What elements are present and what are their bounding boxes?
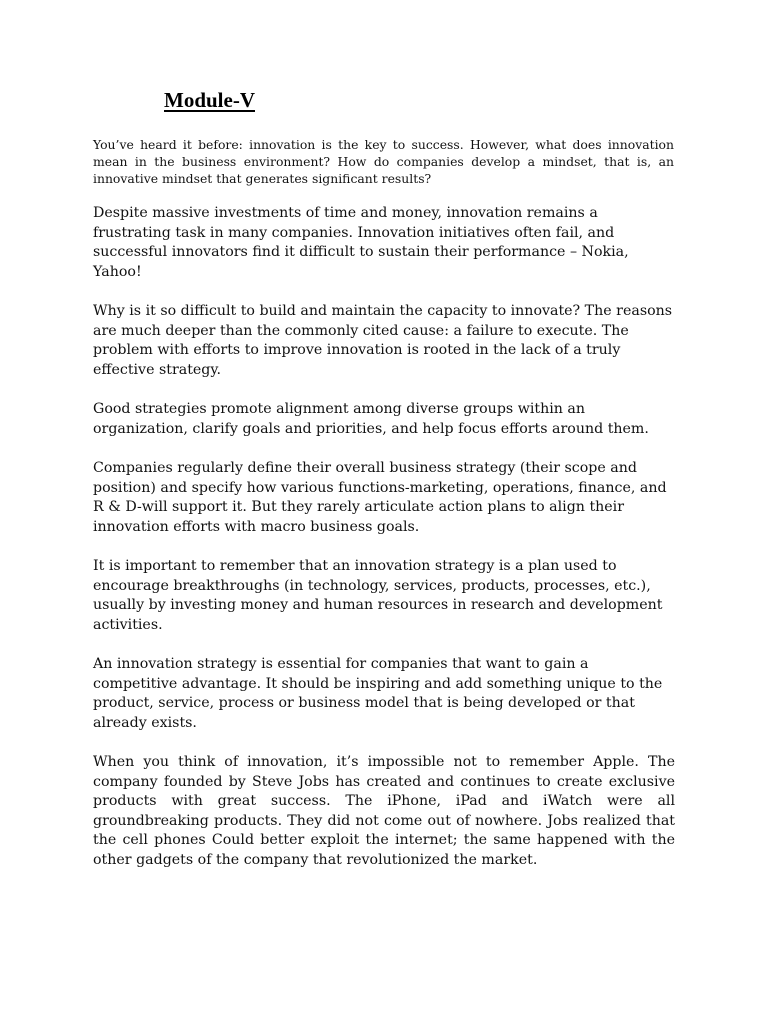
body-paragraph-2: Why is it so difficult to build and maintain the capacity to innovate? The reasons are much deeper than the commonly cited cause: a failure to execute. The problem with efforts to improve innovation is rooted in the lack of a truly effective strategy. <box>93 303 673 378</box>
body-paragraph-4: Companies regularly define their overall business strategy (their scope and position) and specify how various functions-marketing, operations, finance, and R & D-will support it. But they rarely articulate action plans to align their innovation efforts with macro business goals. <box>93 460 667 535</box>
page-title: Module-V <box>164 88 255 112</box>
document-body <box>93 204 675 890</box>
body-paragraph-7: When you think of innovation, it’s impossible not to remember Apple. The company founded by Steve Jobs has created and continues to create exclusive products with great success. The iPhone, iPad and iWatch were all groundbreaking products. They did not come out of nowhere. Jobs realized that the cell phones Could better exploit the internet; the same happened with the other gadgets of the company that revolutionized the market. <box>93 754 675 868</box>
intro-paragraph: You’ve heard it before: innovation is the key to success. However, what does innovation mean in the business environment? How do companies develop a mindset, that is, an innovative mindset that generates significant results? <box>93 137 674 186</box>
body-paragraph-1: Despite massive investments of time and money, innovation remains a frustrating task in many companies. Innovation initiatives often fail, and successful innovators find it difficult to sustain their performance – Nokia, Yahoo! <box>93 205 629 280</box>
body-paragraph-5: It is important to remember that an innovation strategy is a plan used to encourage breakthroughs (in technology, services, products, processes, etc.), usually by investing money and human resources in research and development activities. <box>93 558 663 633</box>
body-paragraph-3: Good strategies promote alignment among diverse groups within an organization, clarify goals and priorities, and help focus efforts around them. <box>93 401 649 437</box>
body-paragraph-6: An innovation strategy is essential for companies that want to gain a competitive advantage. It should be inspiring and add something unique to the product, service, process or business model that is being developed or that already exists. <box>93 656 663 731</box>
